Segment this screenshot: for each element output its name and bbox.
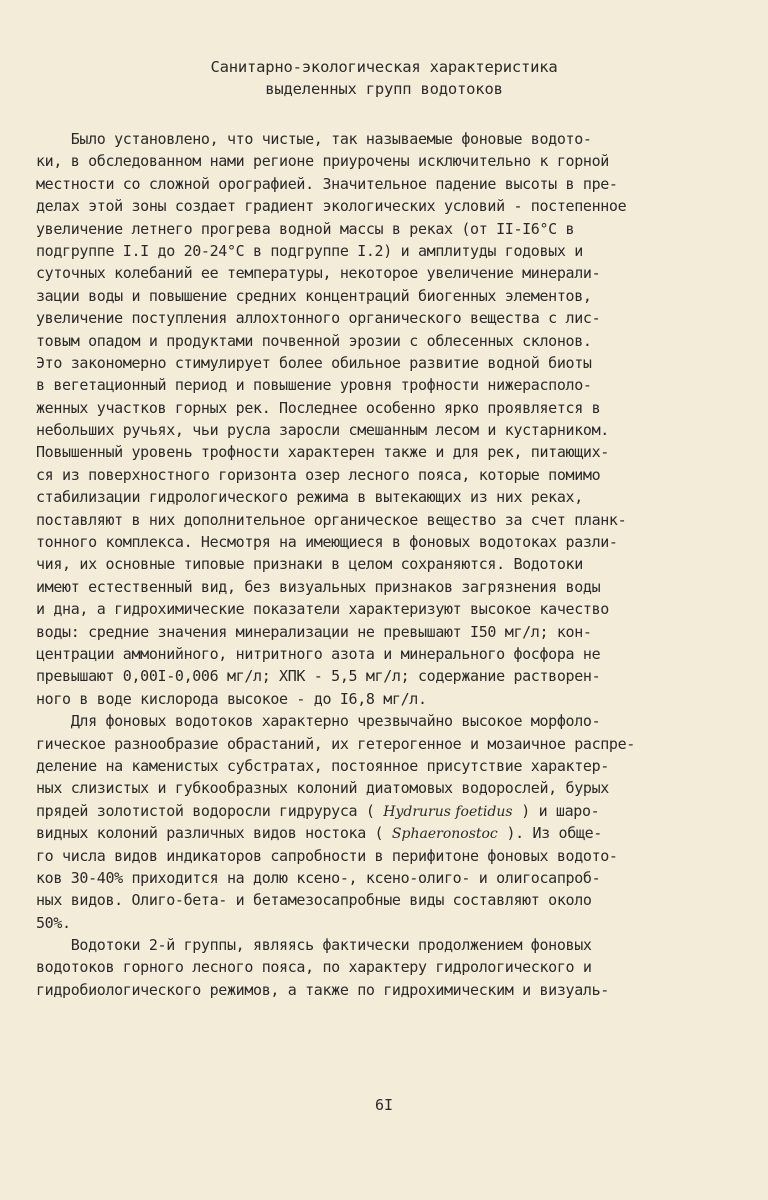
text-line: воды: средние значения минерализации не превышают I50 мг/л; кон- bbox=[36, 622, 592, 641]
text-line: местности со сложной орографией. Значительное падение высоты в пре- bbox=[36, 174, 618, 193]
text-line: имеют естественный вид, без визуальных признаков загрязнения воды bbox=[36, 577, 601, 596]
paragraph-lines bbox=[36, 128, 736, 800]
text-line: водотоков горного лесного пояса, по характеру гидрологического и bbox=[36, 958, 592, 977]
text-line: 50%. bbox=[36, 913, 71, 932]
text-line: Повышенный уровень трофности характерен также и для рек, питающих- bbox=[36, 443, 609, 462]
text-line: увеличение летнего прогрева водной массы в реках (от II-I6°С в bbox=[36, 219, 575, 238]
text-line: гическое разнообразие обрастаний, их гетерогенное и мозаичное распре- bbox=[36, 734, 635, 753]
text-line: превышают 0,00I-0,006 мг/л; ХПК - 5,5 мг/л; содержание растворен- bbox=[36, 667, 601, 686]
text-line: ных видов. Олиго-бета- и бетамезосапробные виды составляют около bbox=[36, 891, 592, 910]
text-line: видных колоний различных видов ностока ( Sphaeronostoc ). Из обще- bbox=[36, 824, 602, 843]
text-line: Это закономерно стимулирует более обильное развитие водной биоты bbox=[36, 353, 592, 372]
text-line: подгруппе I.I до 20-24°С в подгруппе I.2) и амплитуды годовых и bbox=[36, 241, 583, 260]
text-line: ся из поверхностного горизонта озер лесного пояса, которые помимо bbox=[36, 465, 601, 484]
title-line: выделенных групп водотоков bbox=[265, 80, 503, 98]
text-line: делах этой зоны создает градиент экологических условий - постепенное bbox=[36, 197, 627, 216]
species-hydrurus: Hydrurus foetidus bbox=[383, 803, 513, 820]
text-line: и дна, а гидрохимические показатели характеризуют высокое качество bbox=[36, 600, 609, 619]
text-line: поставляют в них дополнительное органическое вещество за счет планк- bbox=[36, 510, 627, 529]
text-line: центрации аммонийного, нитритного азота и минерального фосфора не bbox=[36, 644, 601, 663]
text-line: Было установлено, что чистые, так называемые фоновые водото- bbox=[36, 130, 592, 148]
text-line: в вегетационный период и повышение уровня трофности нижерасполо- bbox=[36, 376, 592, 395]
text-line: стабилизации гидрологического режима в вытекающих из них реках, bbox=[36, 488, 583, 507]
text-line: ных слизистых и губкообразных колоний диатомовых водорослей, бурых bbox=[36, 779, 609, 798]
text-line: ного в воде кислорода высокое - до I6,8 мг/л. bbox=[36, 689, 427, 708]
section-title bbox=[0, 56, 768, 100]
species-sphaeronostoc: Sphaeronostoc bbox=[391, 826, 498, 843]
text-line: женных участков горных рек. Последнее особенно ярко проявляется в bbox=[36, 398, 601, 417]
text-line: зации воды и повышение средних концентраций биогенных элементов, bbox=[36, 286, 592, 305]
text-line: го числа видов индикаторов сапробности в перифитоне фоновых водото- bbox=[36, 846, 618, 865]
text-line: товым опадом и продуктами почвенной эрозии с облесенных склонов. bbox=[36, 331, 592, 350]
text-line: прядей золотистой водоросли гидруруса ( Hydrurus foetidus ) и шаро- bbox=[36, 801, 600, 820]
text-line: Водотоки 2-й группы, являясь фактически продолжением фоновых bbox=[36, 936, 592, 955]
text-line: чия, их основные типовые признаки в целом сохраняются. Водотоки bbox=[36, 555, 583, 574]
paragraph-lines bbox=[36, 845, 736, 1002]
text-line: небольших ручьях, чьи русла заросли смешанным лесом и кустарником. bbox=[36, 421, 609, 440]
text-line: ки, в обследованном нами регионе приурочены исключительно к горной bbox=[36, 152, 609, 171]
title-line: Санитарно-экологическая характеристика bbox=[210, 58, 558, 76]
body-text bbox=[36, 128, 736, 1001]
text-line: Для фоновых водотоков характерно чрезвычайно высокое морфоло- bbox=[36, 712, 601, 731]
text-line: суточных колебаний ее температуры, некоторое увеличение минерали- bbox=[36, 264, 601, 283]
text-line: увеличение поступления аллохтонного органического вещества с лис- bbox=[36, 309, 601, 328]
text-line: тонного комплекса. Несмотря на имеющиеся в фоновых водотоках разли- bbox=[36, 533, 618, 552]
text-line: гидробиологического режимов, а также по гидрохимическим и визуаль- bbox=[36, 980, 609, 999]
text-line: ков 30-40% приходится на долю ксено-, ксено-олиго- и олигосапроб- bbox=[36, 868, 601, 887]
text-line: деление на каменистых субстратах, постоянное присутствие характер- bbox=[36, 756, 609, 775]
page-number: 6I bbox=[374, 1096, 394, 1114]
